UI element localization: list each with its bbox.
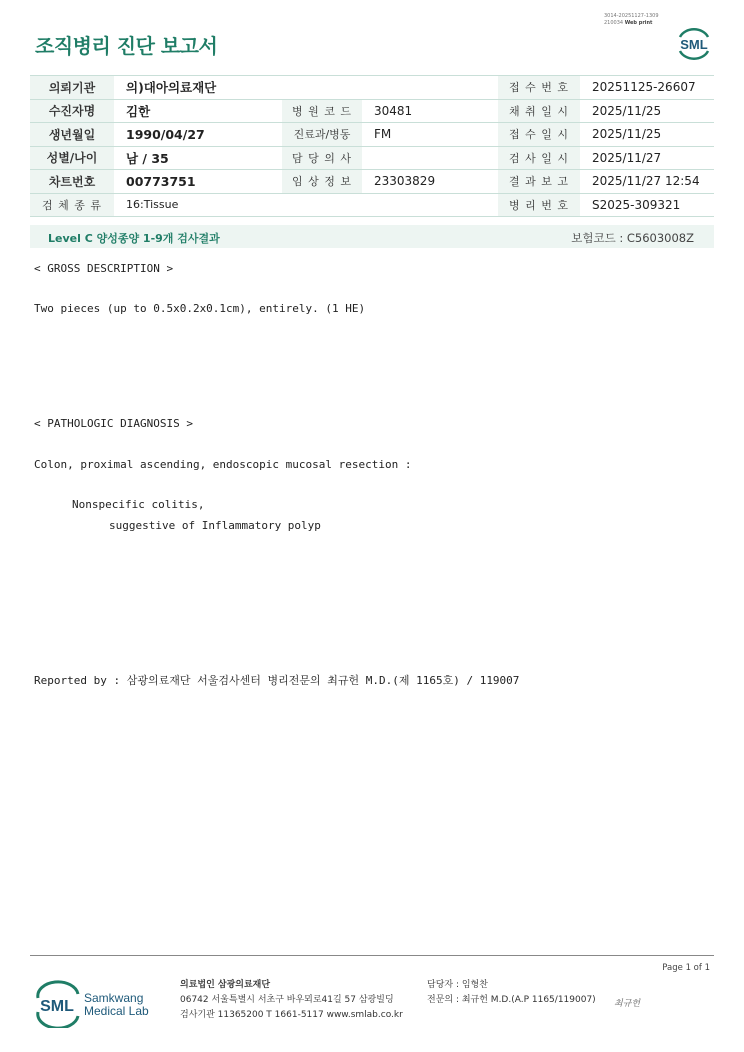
label-accession-number: 접 수 번 호 [498, 76, 580, 100]
sml-logo-text: SML [680, 37, 708, 52]
specialist-name: 최규헌 M.D.(A.P 1165/119007) [461, 995, 596, 1005]
value-specimen-type: 16:Tissue [114, 193, 498, 217]
value-birth-date: 1990/04/27 [114, 123, 282, 147]
table-row [30, 170, 714, 194]
value-result-report: 2025/11/27 12:54 [580, 170, 714, 194]
staff-name: 임형찬 [461, 980, 488, 990]
value-test-date: 2025/11/27 [580, 146, 714, 170]
label-collection-date: 채 취 일 시 [498, 99, 580, 123]
specialist-label: 전문의 : [427, 995, 459, 1005]
value-clinical-info: 23303829 [362, 170, 498, 194]
org-name: 의료법인 삼광의료재단 [180, 980, 271, 990]
table-row [30, 76, 714, 100]
reported-by: Reported by : 삼광의료재단 서울검사센터 병리전문의 최규헌 M.D.(제 1165호) / 119007 [34, 674, 520, 687]
label-patient-name: 수진자명 [30, 99, 114, 123]
samkwang-logo-icon [36, 978, 156, 1028]
label-result-report: 결 과 보 고 [498, 170, 580, 194]
label-attending-doctor: 담 당 의 사 [282, 146, 362, 170]
value-chart-number: 00773751 [114, 170, 282, 194]
label-pathology-number: 병 리 번 호 [498, 193, 580, 217]
label-chart-number: 차트번호 [30, 170, 114, 194]
org-info [180, 978, 403, 1023]
gross-heading: < GROSS DESCRIPTION > [34, 262, 174, 275]
value-accession-number: 20251125-26607 [580, 76, 714, 100]
label-specimen-type: 검 체 종 류 [30, 193, 114, 217]
print-meta-code: 3014-20251127-1309 [604, 13, 659, 19]
insurance-code: 보험코드 : C5603008Z [571, 231, 694, 245]
print-meta [604, 13, 659, 27]
table-row [30, 99, 714, 123]
label-requesting-institution: 의뢰기관 [30, 76, 114, 100]
label-birth-date: 생년월일 [30, 123, 114, 147]
value-hospital-code: 30481 [362, 99, 498, 123]
value-sex-age: 남 / 35 [114, 146, 282, 170]
diagnosis-heading: < PATHOLOGIC DIAGNOSIS > [34, 417, 193, 430]
staff-label: 담당자 : [427, 980, 459, 990]
footer-divider [30, 955, 714, 956]
value-patient-name: 김한 [114, 99, 282, 123]
value-requesting-institution: 의)대아의료재단 [114, 76, 498, 100]
report-title: 조직병리 진단 보고서 [35, 34, 218, 58]
value-collection-date: 2025/11/25 [580, 99, 714, 123]
test-name: Level C 양성종양 1-9개 검사결과 [48, 232, 220, 245]
value-attending-doctor [362, 146, 498, 170]
diagnosis-line-1: Nonspecific colitis, [72, 498, 205, 511]
print-meta-id: 210034 [604, 20, 624, 26]
footer-logo-name-1: Samkwang [84, 991, 144, 1005]
label-hospital-code: 병 원 코 드 [282, 99, 362, 123]
sml-logo-icon [674, 22, 714, 62]
page-number: Page 1 of 1 [662, 963, 710, 973]
diagnosis-site: Colon, proximal ascending, endoscopic mucosal resection : [34, 458, 412, 471]
patient-info-table [30, 75, 714, 217]
org-address: 06742 서울특별시 서초구 바우뫼로41길 57 삼광빌딩 [180, 995, 394, 1005]
footer-logo-name-2: Medical Lab [84, 1004, 149, 1018]
org-contact: 검사기관 11365200 T 1661-5117 www.smlab.co.kr [180, 1010, 403, 1020]
label-receipt-date: 접 수 일 시 [498, 123, 580, 147]
value-department: FM [362, 123, 498, 147]
label-clinical-info: 임 상 정 보 [282, 170, 362, 194]
value-pathology-number: S2025-309321 [580, 193, 714, 217]
table-row [30, 146, 714, 170]
staff-info [427, 978, 596, 1008]
result-band [30, 225, 714, 248]
diagnosis-line-2: suggestive of Inflammatory polyp [109, 519, 321, 532]
value-receipt-date: 2025/11/25 [580, 123, 714, 147]
table-row [30, 123, 714, 147]
gross-text: Two pieces (up to 0.5x0.2x0.1cm), entirely. (1 HE) [34, 302, 366, 315]
label-department: 진료과/병동 [282, 123, 362, 147]
signature: 최규헌 [614, 999, 641, 1009]
label-test-date: 검 사 일 시 [498, 146, 580, 170]
web-print-label: Web print [624, 20, 653, 26]
table-row [30, 193, 714, 217]
footer-logo-text: SML [40, 998, 74, 1015]
label-sex-age: 성별/나이 [30, 146, 114, 170]
